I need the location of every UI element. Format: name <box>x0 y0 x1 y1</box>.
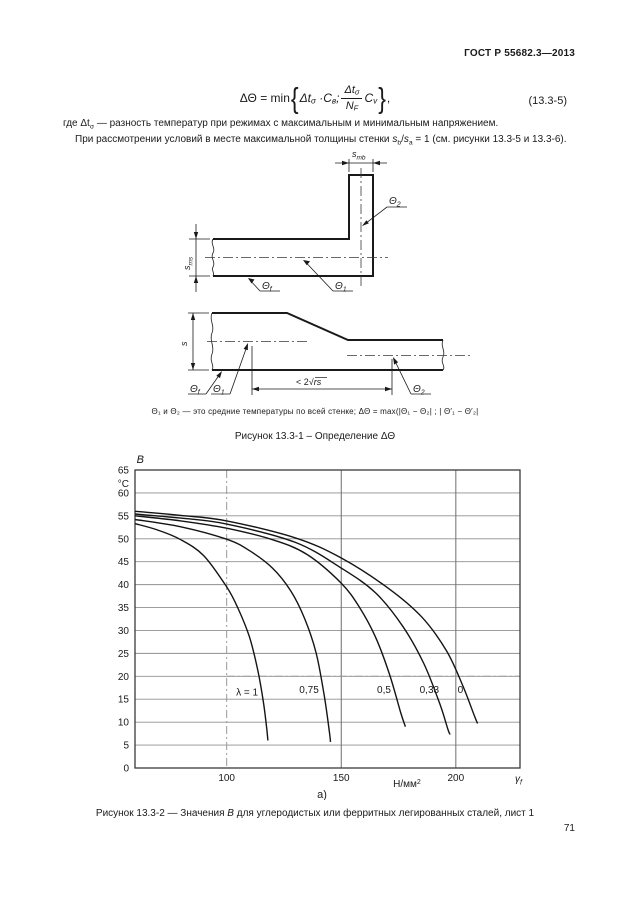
fraction-denominator: $N_F$ <box>345 99 359 113</box>
wall-top-outline <box>212 313 443 340</box>
tapered-wall-diagram <box>150 300 480 408</box>
arrowhead <box>216 371 222 378</box>
formula-right-brace: } <box>378 81 386 114</box>
curve-label-0,75: 0,75 <box>299 685 319 697</box>
y-tick-label: 30 <box>117 625 129 637</box>
arrowhead <box>303 260 310 265</box>
y-tick-label: 15 <box>117 694 129 706</box>
x-end-symbol: $\gamma_f$ <box>515 774 522 787</box>
arrowhead <box>191 363 195 370</box>
formula-comma: , <box>386 91 391 106</box>
arrowhead <box>373 161 380 165</box>
arrowhead <box>252 387 259 391</box>
paragraph-line-2: При рассмотрении условий в месте максимальной толщины стенки $s_b/s_a = 1$ (см. рисунки 13.3-5 и 13.3-6). <box>75 134 567 147</box>
y-tick-label: 55 <box>117 511 129 523</box>
y-tick-label: 45 <box>117 557 129 569</box>
y-axis-title: B <box>136 454 144 466</box>
curve-λ = 1 <box>135 524 268 741</box>
y-tick-label: 5 <box>123 740 129 752</box>
curve-label-0,33: 0,33 <box>419 685 440 697</box>
figure2-caption: Рисунок 13.3-2 — Значения B для углеродистых или ферритных легированных сталей, лист 1 <box>95 808 535 819</box>
plot-border <box>135 470 520 768</box>
figure1-note: Θ₁ и Θ₂ — это средние температуры по всей стенке; ΔΘ = max(|Θ₁ − Θ₂| ; | Θ′₁ − Θ′₂| <box>151 407 479 416</box>
arrowhead <box>194 232 198 239</box>
arrowhead <box>362 220 369 226</box>
formula-lhs: ΔΘ = min <box>239 91 290 106</box>
body-paragraph <box>63 117 571 150</box>
arrowhead <box>342 161 349 165</box>
y-tick-label: 35 <box>117 603 129 615</box>
x-tick-label: 200 <box>447 773 465 784</box>
y-tick-label: 50 <box>117 534 129 546</box>
arrowhead <box>244 343 248 350</box>
curve-label-0: 0 <box>457 685 464 697</box>
y-tick-label: 60 <box>117 488 129 500</box>
theta2-label: $\Theta_2$ <box>389 196 401 209</box>
dim-label-smb: $s_{mb}$ <box>352 149 366 162</box>
formula-term2: $C_v$ <box>364 90 378 106</box>
y-tick-label: 20 <box>117 671 129 683</box>
y-unit-label: °C <box>117 479 129 490</box>
theta2-label: $\Theta_2$ <box>413 384 425 397</box>
wall-outline <box>213 175 373 276</box>
x-tick-label: 100 <box>218 773 236 784</box>
dim-label-s: s <box>179 341 189 346</box>
y-tick-label: 25 <box>117 648 129 660</box>
thetaf-label: $\Theta_f$ <box>190 384 200 397</box>
formula-term1: $\Delta t_\sigma \cdot C_в$; <box>299 90 340 106</box>
page-number: 71 <box>563 823 575 834</box>
curve-0,5 <box>135 516 405 727</box>
document-title: ГОСТ Р 55682.3—2013 <box>464 48 575 59</box>
curve-label-0,5: 0,5 <box>377 685 391 697</box>
y-tick-label: 65 <box>117 465 129 477</box>
arrowhead <box>248 278 255 284</box>
fraction-numerator: $\Delta t_\sigma$ <box>341 84 362 99</box>
formula-fraction <box>341 84 362 112</box>
arrowhead <box>191 313 195 320</box>
arrowhead <box>194 276 198 283</box>
paragraph-line-1: где $\Delta t_\sigma$ — разность температур при режимах с максимальным и минимальным напряжением. <box>63 118 499 131</box>
theta1-label: $\Theta_1$ <box>213 384 225 397</box>
equation-number: (13.3-5) <box>528 95 567 107</box>
y-tick-label: 40 <box>117 580 129 592</box>
theta1-label: $\Theta_1$ <box>335 281 347 294</box>
x-axis-title: $Н/мм^2$ <box>393 779 421 790</box>
arrowhead <box>385 387 392 391</box>
corner-joint-diagram <box>150 148 430 303</box>
dim-label-2sqrt-rs: < 2√rs <box>296 377 322 387</box>
break-line <box>442 340 444 370</box>
dim-label-sms: $s_{ms}$ <box>182 256 195 270</box>
leader-line <box>394 359 411 394</box>
thetaf-label: $\Theta_f$ <box>262 281 272 294</box>
b-values-chart <box>85 450 545 800</box>
arrowhead <box>393 357 398 365</box>
subfigure-label: а) <box>317 789 327 800</box>
curve-label-λ = 1: λ = 1 <box>236 687 259 699</box>
y-tick-label: 0 <box>123 763 129 775</box>
y-tick-label: 10 <box>117 717 129 729</box>
formula-left-brace: { <box>290 81 299 114</box>
x-tick-label: 150 <box>332 773 350 784</box>
figure1-caption: Рисунок 13.3-1 – Определение ΔΘ <box>234 431 396 442</box>
